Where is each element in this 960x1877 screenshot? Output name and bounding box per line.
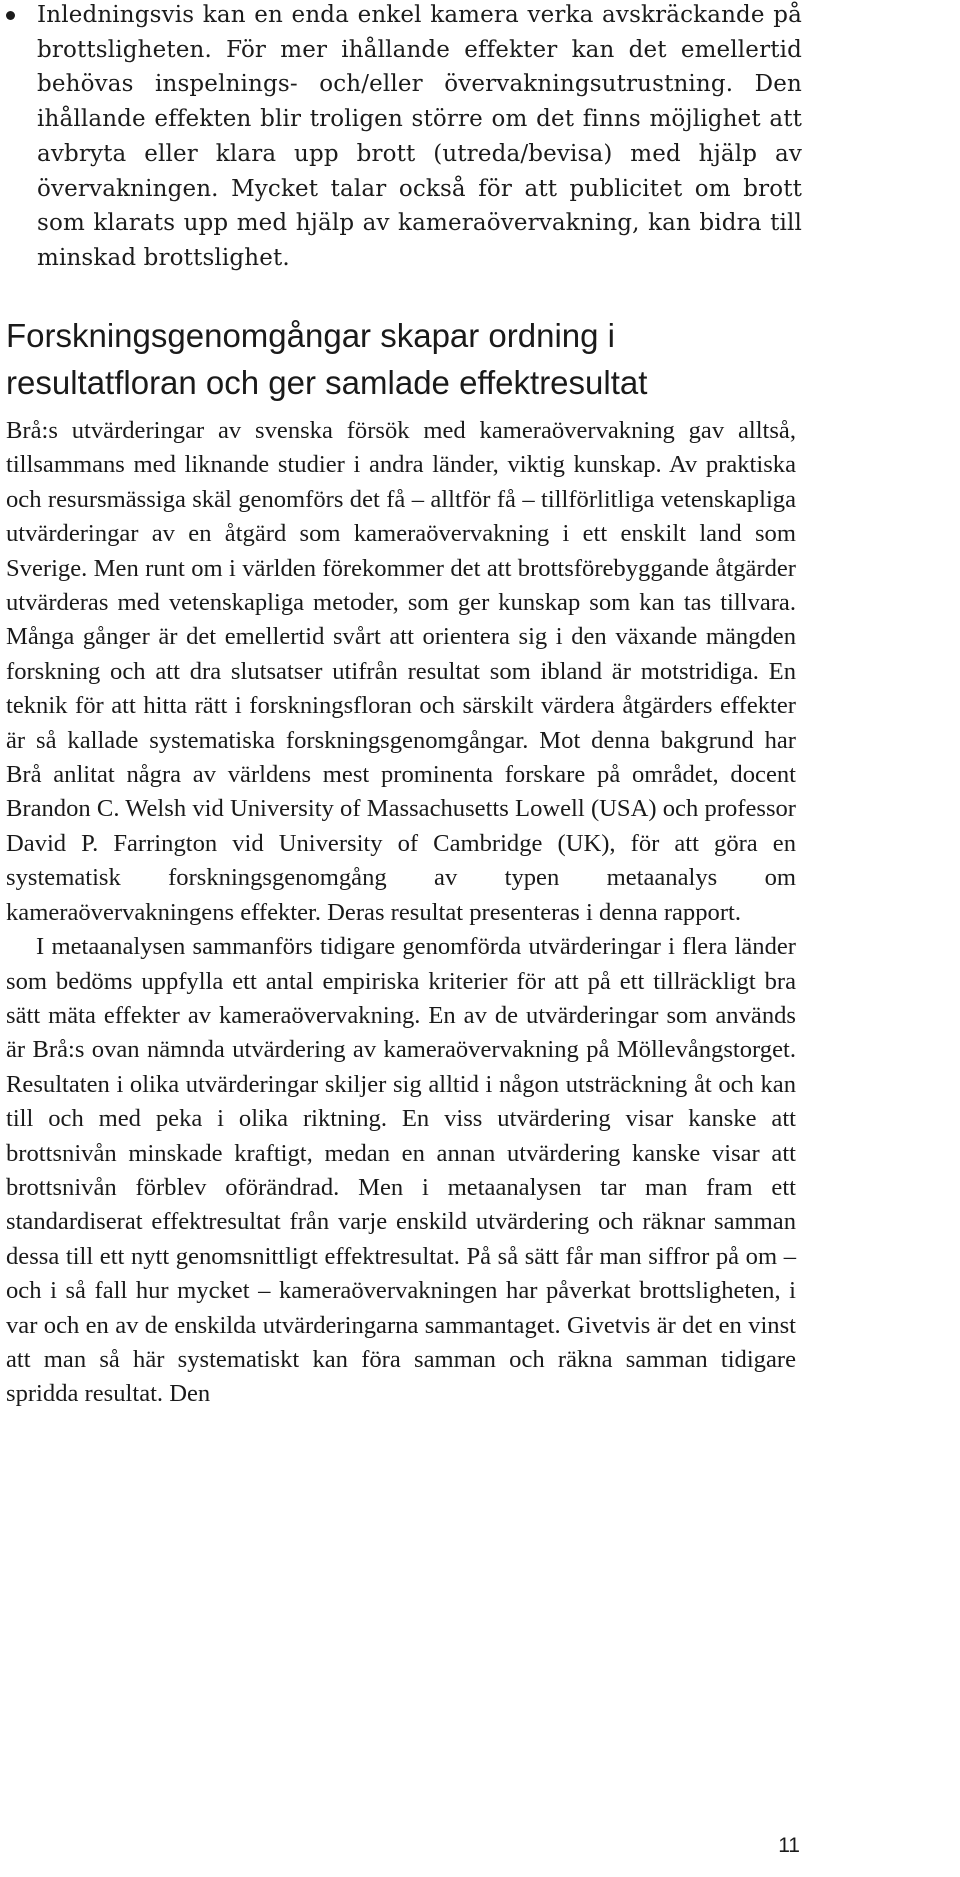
body-paragraph-1: Brå:s utvärderingar av svenska försök med kameraövervakning gav alltså, tillsammans med liknande studier i andra länder, viktig kunskap. Av praktiska och resursmässiga skäl genomförs det få – alltför få – tillförlitliga vetenskapliga utvärderingar av en åtgärd som kameraövervakning i ett enskilt land som Sverige. Men runt om i världen förekommer det att brottsförebyggande åtgärder utvärderas med vetenskapliga metoder, som ger kunskap som kan tas tillvara. Många gånger är det emellertid svårt att orientera sig i den växande mängden forskning och att dra slutsatser utifrån resultat som ibland är motstridiga. En teknik för att hitta rätt i forskningsfloran och särskilt värdera åtgärders effekter är så kallade systematiska forskningsgenomgångar. Mot denna bakgrund har Brå anlitat några av världens mest prominenta forskare på området, docent Brandon C. Welsh vid University of Massachusetts Lowell (USA) och professor David P. Farrington vid University of Cambridge (UK), för att göra en systematisk forskningsgenomgång av typen metaanalys om kameraövervakningens effekter. Deras resultat presenteras i denna rapport.	[6, 417, 796, 926]
page-number: 11	[778, 1834, 800, 1857]
bullet-paragraph	[6, 0, 802, 276]
section-heading: Forskningsgenomgångar skapar ordning i resultatfloran och ger samlade effektresultat	[6, 317, 648, 401]
bullet-text: Inledningsvis kan en enda enkel kamera verka avskräckande på brottsligheten. För mer ihållande effekter kan det emellertid behövas inspelnings- och/eller övervakningsutrustning. Den ihållande effekten blir troligen större om det finns möjlighet att avbryta eller klara upp brott (utreda/bevisa) med hjälp av övervakningen. Mycket talar också för att publicitet om brott som klarats upp med hjälp av kameraövervakning, kan bidra till minskad brottslighet.	[37, 2, 802, 271]
section-body	[6, 414, 796, 1412]
body-paragraph-2: I metaanalysen sammanförs tidigare genomförda utvärderingar i flera länder som bedöms uppfylla ett antal empiriska kriterier för att på ett tillräckligt bra sätt mäta effekter av kameraövervakning. En av de utvärderingar som används är Brå:s ovan nämnda utvärdering av kameraövervakning på Möllevångstorget. Resultaten i olika utvärderingar skiljer sig alltid i någon utsträckning åt och kan till och med peka i olika riktning. En viss utvärdering visar kanske att brottsnivån minskade kraftigt, medan en annan utvärdering kanske visar att brottsnivån förblev oförändrad. Men i metaanalysen tar man fram ett standardiserat effektresultat från varje enskild utvärdering och räknar samman dessa till ett nytt genomsnittligt effektresultat. På så sätt får man siffror på om – och i så fall hur mycket – kameraövervakningen har påverkat brottsligheten, i var och en av de enskilda utvärderingarna sammantaget. Givetvis är det en vinst att man så här systematiskt kan föra samman och räkna samman tidigare spridda resultat. Den	[6, 933, 796, 1408]
bullet-marker	[6, 11, 15, 20]
